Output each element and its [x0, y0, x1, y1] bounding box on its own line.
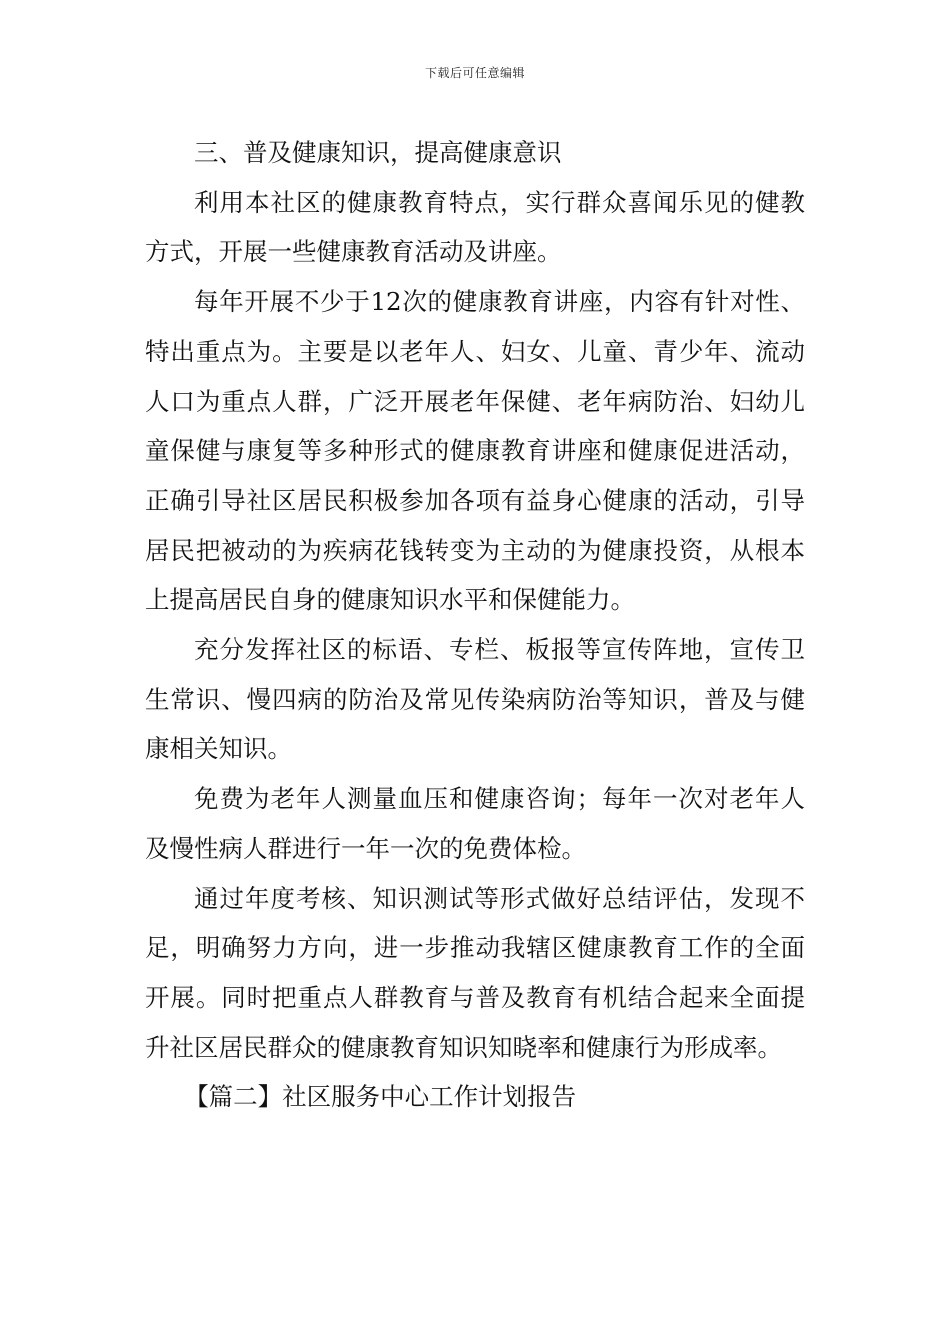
section-heading: 三、普及健康知识，提高健康意识	[194, 138, 562, 167]
document-body	[145, 128, 805, 1122]
header-note: 下载后可任意编辑	[424, 66, 525, 80]
paragraph-3: 充分发挥社区的标语、专栏、板报等宣传阵地，宣传卫生常识、慢四病的防治及常见传染病防治等知识，普及与健康相关知识。	[145, 635, 805, 764]
paragraph-4: 免费为老年人测量血压和健康咨询；每年一次对老年人及慢性病人群进行一年一次的免费体检。	[145, 784, 805, 863]
paragraph-5: 通过年度考核、知识测试等形式做好总结评估，发现不足，明确努力方向，进一步推动我辖区健康教育工作的全面开展。同时把重点人群教育与普及教育有机结合起来全面提升社区居民群众的健康教育知识知晓率和健康行为形成率。	[145, 883, 805, 1062]
paragraph-2: 每年开展不少于12次的健康教育讲座，内容有针对性、特出重点为。主要是以老年人、妇女、儿童、青少年、流动人口为重点人群，广泛开展老年保健、老年病防治、妇幼儿童保健与康复等多种形式的健康教育讲座和健康促进活动，正确引导社区居民积极参加各项有益身心健康的活动，引导居民把被动的为疾病花钱转变为主动的为健康投资，从根本上提高居民自身的健康知识水平和保健能力。	[145, 287, 805, 615]
paragraph-1: 利用本社区的健康教育特点，实行群众喜闻乐见的健教方式，开展一些健康教育活动及讲座。	[145, 187, 805, 267]
section-title: 【篇二】社区服务中心工作计划报告	[184, 1082, 577, 1112]
